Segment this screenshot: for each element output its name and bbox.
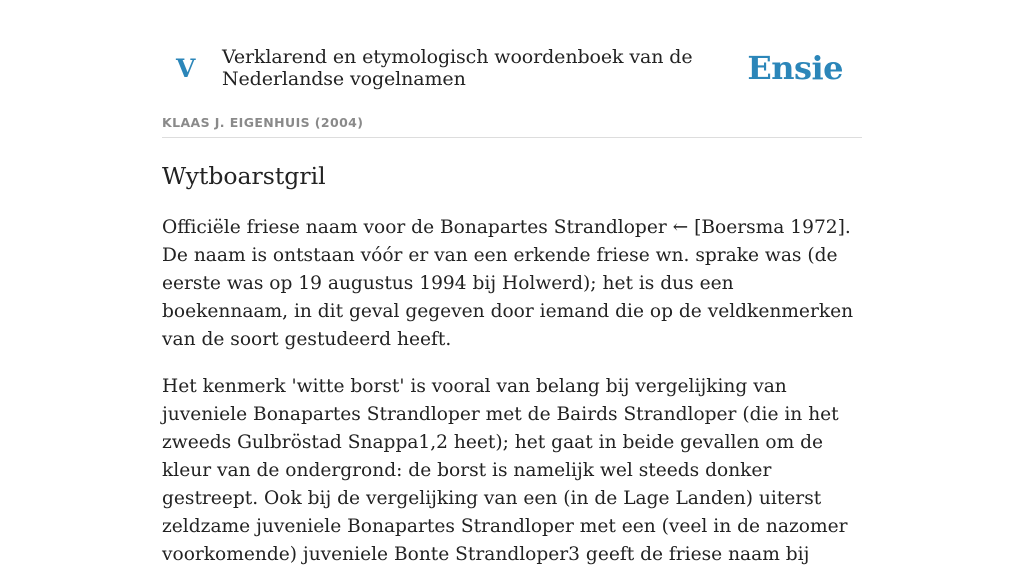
- header-divider: [162, 137, 862, 138]
- page-container: [162, 0, 862, 565]
- header: [162, 0, 862, 130]
- book-letter-icon[interactable]: V: [176, 54, 196, 83]
- entry-title: Wytboarstgril: [162, 162, 326, 190]
- author-attribution: KLAAS J. EIGENHUIS (2004): [162, 115, 364, 130]
- paragraph: Het kenmerk 'witte borst' is vooral van belang bij vergelijking van juveniele Bonapartes Strandloper met de Bairds Strandloper (die in het zweeds Gulbröstad Snappa1,2 heet); het gaat in beide gevallen om de kleur van de ondergrond: de borst is namelijk wel steeds donker gestreept. Ook bij de vergelijking van een (in de Lage Landen) uiterst zeldzame juveniele Bonapartes Strandloper met een (veel in de nazomer voorkomende) juveniele Bonte Strandloper3 geeft de friese naam bij: [162, 376, 848, 565]
- paragraph: Officiële friese naam voor de Bonapartes Strandloper ← [Boersma 1972]. De naam is ontstaan vóór er van een erkende friese wn. sprake was (de eerste was op 19 augustus 1994 bij Holwerd); het is dus een boekennaam, in dit geval gegeven door iemand die op de veldkenmerken van de soort gestudeerd heeft.: [162, 217, 854, 350]
- book-title-link[interactable]: Verklarend en etymologisch woordenboek van de Nederlandse vogelnamen: [222, 46, 693, 90]
- entry-body: [162, 214, 862, 588]
- ensie-logo[interactable]: Ensie: [747, 49, 843, 87]
